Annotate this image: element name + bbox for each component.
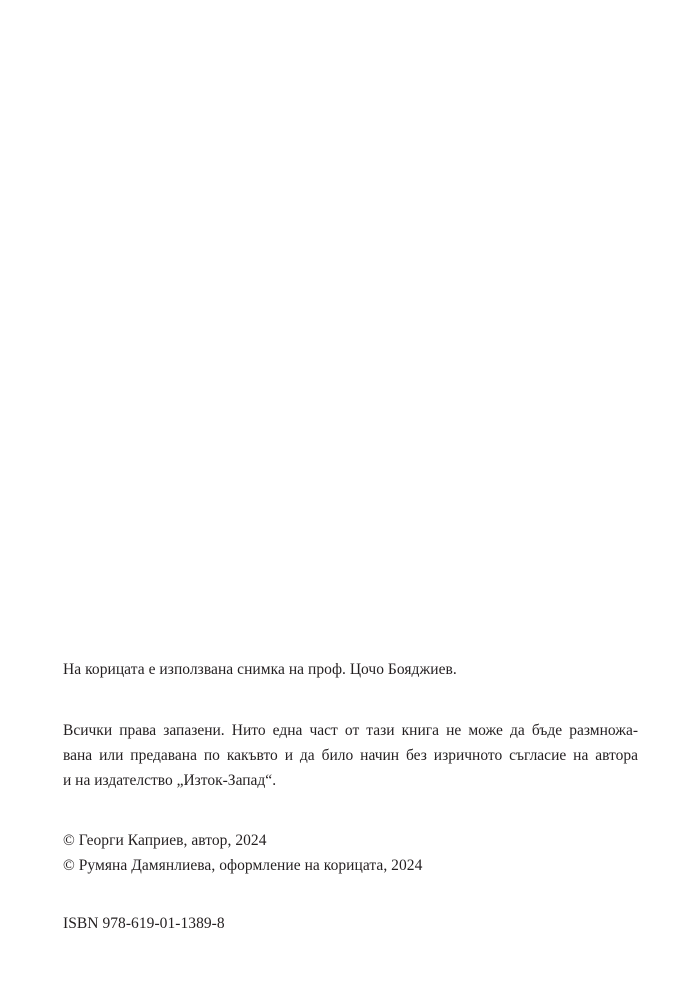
rights-line: и на издателство „Изток-Запад“. <box>63 772 277 789</box>
isbn-number: ISBN 978-619-01-1389-8 <box>63 915 225 932</box>
rights-line: Всички права запазени. Нито една част от тази книга не може да бъде размножа- <box>63 722 638 739</box>
rights-line: вана или предавана по какъвто и да било начин без изричното съгласие на автора <box>63 747 638 764</box>
author-copyright: © Георги Каприев, автор, 2024 <box>63 832 267 849</box>
cover-credit-text: На корицата е използвана снимка на проф. Цочо Бояджиев. <box>63 661 457 678</box>
rights-reserved-paragraph <box>63 718 638 793</box>
cover-design-copyright: © Румяна Дамянлиева, оформление на корицата, 2024 <box>63 857 423 874</box>
